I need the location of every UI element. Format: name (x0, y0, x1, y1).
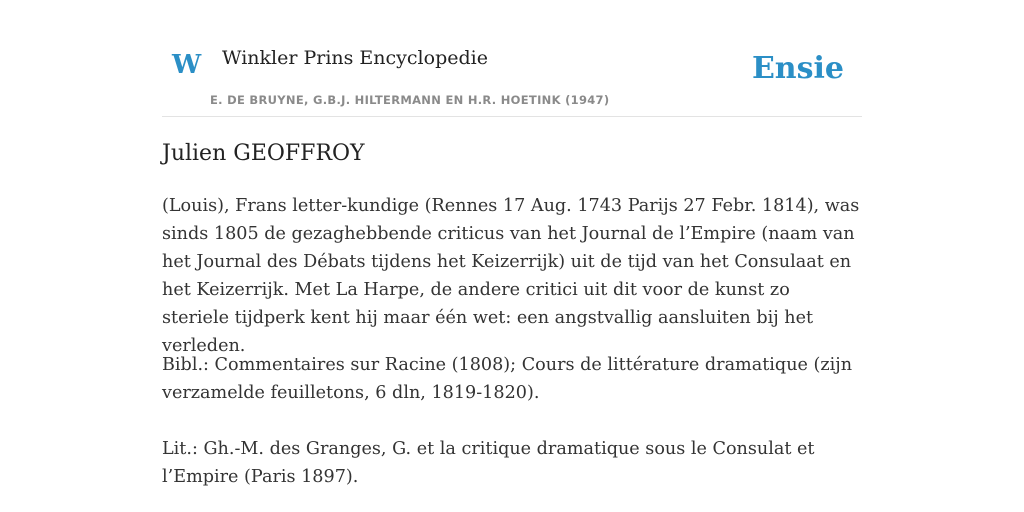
winkler-prins-logo[interactable]: W (172, 50, 202, 80)
publication-authors: E. DE BRUYNE, G.B.J. HILTERMANN EN H.R. HOETINK (1947) (210, 93, 610, 107)
site-header (162, 0, 862, 117)
literature-paragraph: Lit.: Gh.-M. des Granges, G. et la critique dramatique sous le Consulat et l’Empire (Paris 1897). (162, 439, 815, 487)
entry-body-paragraph: (Louis), Frans letter-kundige (Rennes 17 Aug. 1743 Parijs 27 Febr. 1814), was sinds 1805 de gezaghebbende criticus van het Journal de l’Empire (naam van het Journal des Débats tijdens het Keizerrijk) uit de tijd van het Consulaat en het Keizerrijk. Met La Harpe, de andere critici uit dit voor de kunst zo steriele tijdperk kent hij maar één wet: een angstvallig aansluiten bij het verleden. (162, 196, 860, 356)
bibliography-paragraph: Bibl.: Commentaires sur Racine (1808); Cours de littérature dramatique (zijn verzamelde feuilletons, 6 dln, 1819-1820). (162, 355, 853, 403)
publication-title[interactable]: Winkler Prins Encyclopedie (222, 47, 488, 69)
ensie-brand-logo[interactable]: Ensie (751, 51, 844, 86)
entry-title: Julien GEOFFROY (162, 141, 365, 166)
